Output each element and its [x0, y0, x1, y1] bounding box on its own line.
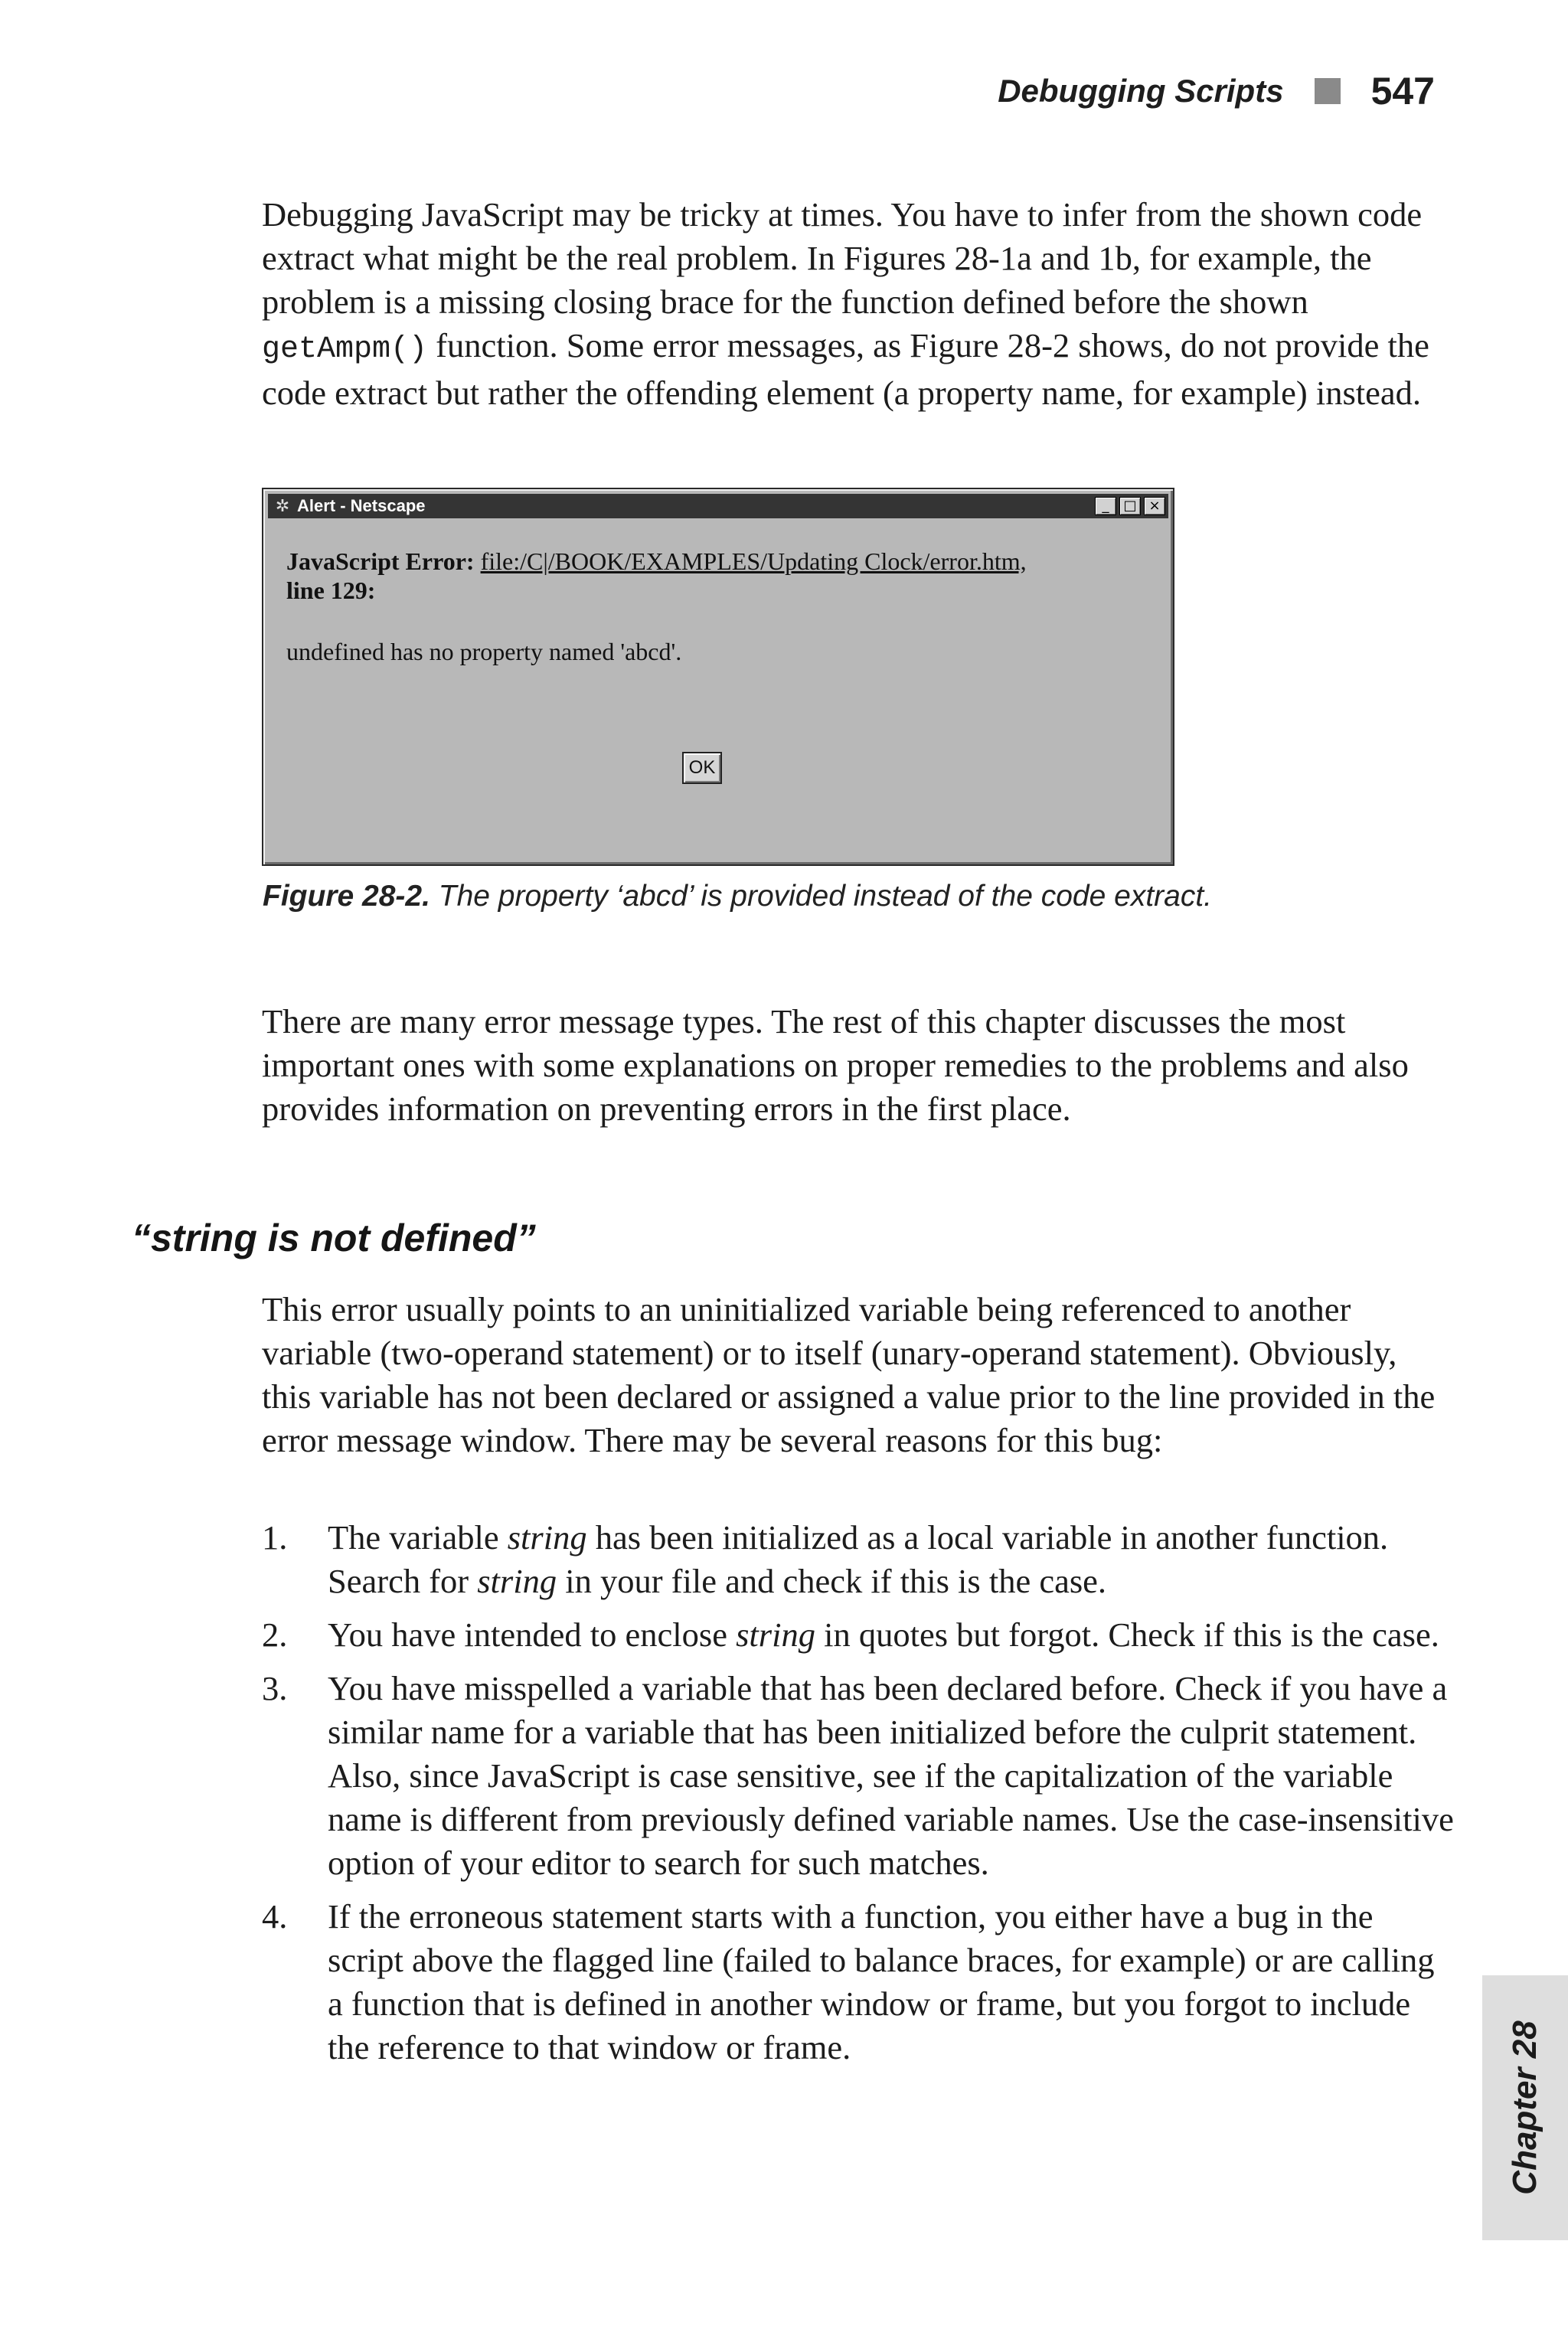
error-line-number: line 129:: [286, 577, 376, 604]
list-item: [262, 1613, 1456, 1657]
list-item-emphasis: string: [507, 1518, 587, 1557]
list-item-emphasis: string: [736, 1615, 815, 1654]
figure-caption-label: Figure 28-2.: [263, 880, 430, 913]
close-icon: ×: [1144, 497, 1165, 515]
error-label: JavaScript Error:: [286, 547, 475, 575]
chapter-tab: [1482, 1975, 1568, 2240]
list-item-text: If the erroneous statement starts with a function, you either have a bug in the script above the flagged line (failed to balance braces, for example) or are calling a function that is defined in another window or frame, but you forgot to include the reference to that window or frame.: [328, 1897, 1435, 2066]
running-head: [998, 69, 1435, 113]
header-square-ornament: [1315, 78, 1341, 104]
dialog-title: Alert - Netscape: [297, 496, 426, 515]
list-item: [262, 1895, 1456, 2069]
list-item-text: has been initialized as a local variable in another function. Search for: [328, 1518, 1389, 1600]
list-item-emphasis: string: [477, 1562, 557, 1600]
section-heading: “string is not defined”: [132, 1217, 536, 1259]
error-header-line: [286, 547, 1027, 576]
error-location: file:/C|/BOOK/EXAMPLES/Updating Clock/error.htm,: [480, 547, 1027, 575]
list-item-number: 2.: [262, 1615, 288, 1654]
intro-text-after: function. Some error messages, as Figure 28-2 shows, do not provide the code extract but rather the offending element (a property name, for example) instead.: [262, 326, 1429, 412]
chapter-tab-label: Chapter 28: [1506, 2020, 1544, 2195]
section-paragraph: This error usually points to an uninitialized variable being referenced to another variable (two-operand statement) or to itself (unary-operand statement). Obviously, this variable has not been declared or assigned a value prior to the line provided in the error message window. There may be several reasons for this bug:: [262, 1290, 1436, 1459]
page-number: 547: [1370, 70, 1435, 113]
list-item: [262, 1667, 1456, 1885]
reasons-list: [262, 1516, 1456, 2079]
dialog-titlebar: [268, 494, 1168, 518]
netscape-icon: ✲: [275, 496, 290, 515]
intro-text-before: Debugging JavaScript may be tricky at times. You have to infer from the shown code extract what might be the real problem. In Figures 28-1a and 1b, for example, the problem is a missing closing brace for the function defined before the shown: [262, 195, 1423, 321]
list-item-text: The variable: [328, 1518, 508, 1557]
alert-dialog-figure: [262, 488, 1174, 866]
figure-caption: [263, 877, 1220, 915]
error-message: undefined has no property named 'abcd'.: [286, 638, 682, 665]
list-item-number: 4.: [262, 1897, 288, 1936]
list-item: [262, 1516, 1456, 1603]
maximize-icon: □: [1119, 497, 1141, 515]
running-title: Debugging Scripts: [998, 73, 1284, 109]
error-types-paragraph: There are many error message types. The rest of this chapter discusses the most important ones with some explanations on proper remedies to the problems and also provides information on preventing errors in the first place.: [262, 1002, 1409, 1128]
ok-button: OK: [682, 752, 722, 784]
list-item-number: 1.: [262, 1518, 288, 1557]
list-item-number: 3.: [262, 1669, 288, 1707]
figure-caption-text: The property ‘abcd’ is provided instead of the code extract.: [438, 880, 1212, 913]
list-item-text: in your file and check if this is the case.: [557, 1562, 1107, 1600]
list-item-text: in quotes but forgot. Check if this is the case.: [815, 1615, 1439, 1654]
list-item-text: You have misspelled a variable that has been declared before. Check if you have a similar name for a variable that has been initialized before the culprit statement. Also, since JavaScript is case sensitive, see if the capitalization of the variable name is different from previously defined variable names. Use the case-insensitive option of your editor to search for such matches.: [328, 1669, 1454, 1882]
intro-paragraph: [262, 193, 1441, 415]
list-item-text: You have intended to enclose: [328, 1615, 737, 1654]
inline-code: getAmpm(): [262, 332, 428, 367]
minimize-icon: _: [1095, 497, 1116, 515]
